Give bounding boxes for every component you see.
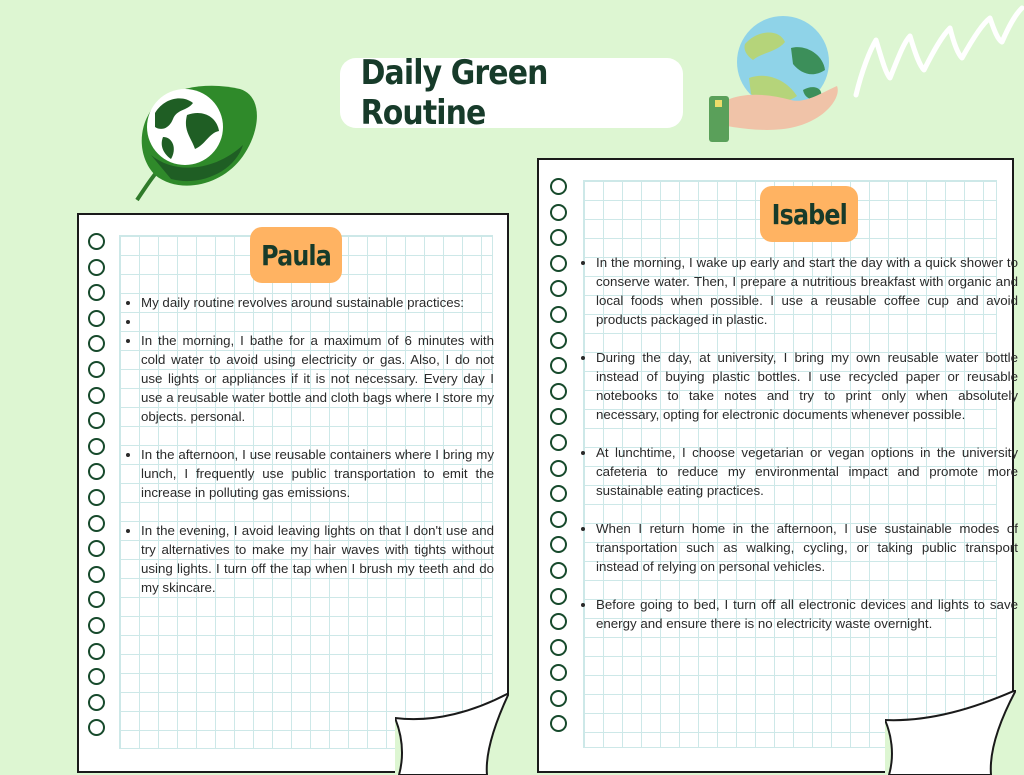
ring-icon xyxy=(550,229,567,246)
name-tag-label: Isabel xyxy=(771,197,847,231)
list-item: • In the morning, I bathe for a maximum of 6 minutes with cold water to avoid using electricity or gas. Also, I do not use lights or appliances if it is not necessary. Every day I use a reusable water bottle and cloth bags where I store my objects. personal. xyxy=(141,331,494,426)
ring-icon xyxy=(550,178,567,195)
ring-icon xyxy=(550,383,567,400)
ring-icon xyxy=(88,515,105,532)
ring-icon xyxy=(88,284,105,301)
list-item: • Before going to bed, I turn off all electronic devices and lights to save energy and ensure there is no electricity waste overnight. xyxy=(596,595,1018,633)
page-title: Daily Green Routine xyxy=(360,53,548,133)
ring-icon xyxy=(88,361,105,378)
ring-icon xyxy=(550,715,567,732)
ring-icon xyxy=(88,668,105,685)
ring-icon xyxy=(550,613,567,630)
zigzag-scribble-icon xyxy=(850,0,1024,100)
title-banner xyxy=(340,53,683,133)
ring-icon xyxy=(88,335,105,352)
ring-icon xyxy=(550,434,567,451)
ring-icon xyxy=(88,694,105,711)
name-tag-label: Paula xyxy=(261,238,331,272)
ring-icon xyxy=(550,588,567,605)
list-item: • In the afternoon, I use reusable containers where I bring my lunch, I frequently use public transportation to emit the increase in polluting gas emissions. xyxy=(141,445,494,502)
ring-icon xyxy=(550,332,567,349)
ring-icon xyxy=(88,463,105,480)
name-tag xyxy=(760,186,858,242)
ring-icon xyxy=(88,540,105,557)
list-item: • My daily routine revolves around sustainable practices: xyxy=(141,293,494,312)
list-item: • In the morning, I wake up early and start the day with a quick shower to conserve water. Then, I prepare a nutritious breakfast with organic and local foods when possible. I use a reusable coffee cup and avoid products packaged in plastic. xyxy=(596,253,1018,329)
ring-icon xyxy=(550,408,567,425)
ring-icon xyxy=(88,233,105,250)
ring-icon xyxy=(550,357,567,374)
ring-icon xyxy=(550,511,567,528)
ring-icon xyxy=(550,460,567,477)
ring-icon xyxy=(550,664,567,681)
ring-icon xyxy=(88,412,105,429)
ring-icon xyxy=(88,719,105,736)
ring-icon xyxy=(550,255,567,272)
page-curl-icon xyxy=(885,690,1016,775)
binder-rings xyxy=(88,233,105,745)
ring-icon xyxy=(550,562,567,579)
paula-note xyxy=(77,213,509,773)
ring-icon xyxy=(550,536,567,553)
earth-leaf-icon xyxy=(125,75,265,205)
ring-icon xyxy=(550,639,567,656)
routine-list xyxy=(578,253,1018,633)
ring-icon xyxy=(88,310,105,327)
ring-icon xyxy=(550,690,567,707)
ring-icon xyxy=(550,485,567,502)
ring-icon xyxy=(88,438,105,455)
list-item: • When I return home in the afternoon, I use sustainable modes of transportation such as walking, cycling, or taking public transport instead of relying on personal vehicles. xyxy=(596,519,1018,576)
ring-icon xyxy=(88,591,105,608)
binder-rings xyxy=(550,178,567,741)
ring-icon xyxy=(88,617,105,634)
ring-icon xyxy=(550,204,567,221)
ring-icon xyxy=(88,566,105,583)
list-item: • In the evening, I avoid leaving lights on that I don't use and try alternatives to make my hair waves with tights without using lights. I turn off the tap when I brush my teeth and do my skincare. xyxy=(141,521,494,597)
isabel-note xyxy=(537,158,1018,773)
ring-icon xyxy=(550,280,567,297)
list-item xyxy=(141,312,494,331)
name-tag xyxy=(250,227,342,283)
ring-icon xyxy=(88,643,105,660)
page-curl-icon xyxy=(395,693,509,775)
globe-hand-icon xyxy=(705,8,845,146)
list-item: • During the day, at university, I bring my own reusable water bottle instead of buying plastic bottles. I use recycled paper or reusable notebooks to take notes and try to print only when absolutely necessary, opting for electronic documents whenever possible. xyxy=(596,348,1018,424)
ring-icon xyxy=(88,489,105,506)
ring-icon xyxy=(550,306,567,323)
routine-list xyxy=(123,293,494,597)
ring-icon xyxy=(88,259,105,276)
list-item: • At lunchtime, I choose vegetarian or vegan options in the university cafeteria to reduce my environmental impact and promote more sustainable eating practices. xyxy=(596,443,1018,500)
ring-icon xyxy=(88,387,105,404)
